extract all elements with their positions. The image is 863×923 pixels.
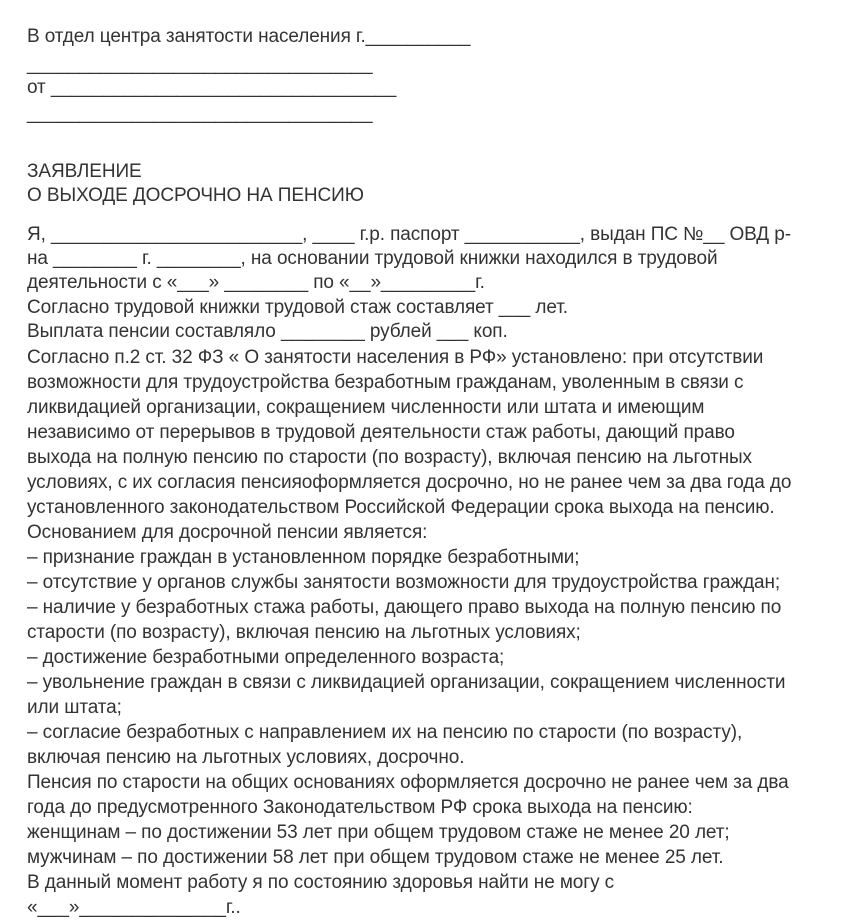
body-line: возможности для трудоустройства безработным гражданам, уволенным в связи с xyxy=(27,372,744,393)
body-line: ликвидацией организации, сокращением численности или штата и имеющим xyxy=(27,397,705,418)
body-line: условиях, с их согласия пенсияоформляется досрочно, но не ранее чем за два года до xyxy=(27,472,792,493)
header-line-3: от _________________________________ xyxy=(27,77,397,98)
body-line: – достижение безработными определенного возраста; xyxy=(27,647,505,668)
body-line: В данный момент работу я по состоянию здоровья найти не могу с xyxy=(27,872,615,893)
body-line: установленного законодательством Российской Федерации срока выхода на пенсию. xyxy=(27,497,775,518)
body-line: Согласно трудовой книжки трудовой стаж составляет ___ лет. xyxy=(27,297,568,318)
body-line: Согласно п.2 ст. 32 ФЗ « О занятости населения в РФ» установлено: при отсутствии xyxy=(27,347,764,368)
body-line: – согласие безработных с направлением их на пенсию по старости (по возрасту), xyxy=(27,722,743,743)
header-line-4: _________________________________ xyxy=(27,103,373,124)
body-line: – увольнение граждан в связи с ликвидацией организации, сокращением численности xyxy=(27,672,786,693)
title-line-2: О ВЫХОДЕ ДОСРОЧНО НА ПЕНСИЮ xyxy=(27,185,364,206)
body-line: на ________ г. ________, на основании трудовой книжки находился в трудовой xyxy=(27,248,718,269)
body-line: Основанием для досрочной пенсии является: xyxy=(27,522,428,543)
body-line: мужчинам – по достижении 58 лет при общем трудовом стаже не менее 25 лет. xyxy=(27,847,724,868)
body-line: – отсутствие у органов службы занятости возможности для трудоустройства граждан; xyxy=(27,572,781,593)
body-line: года до предусмотренного Законодательством РФ срока выхода на пенсию: xyxy=(27,797,693,818)
body-line: – признание граждан в установленном порядке безработными; xyxy=(27,547,580,568)
title-line-1: ЗАЯВЛЕНИЕ xyxy=(27,161,142,182)
body-line: женщинам – по достижении 53 лет при общем трудовом стаже не менее 20 лет; xyxy=(27,822,730,843)
body-line: – наличие у безработных стажа работы, дающего право выхода на полную пенсию по xyxy=(27,597,782,618)
body-line: выхода на полную пенсию по старости (по возрасту), включая пенсию на льготных xyxy=(27,447,752,468)
body-line: или штата; xyxy=(27,697,122,718)
body-line: независимо от перерывов в трудовой деятельности стаж работы, дающий право xyxy=(27,422,735,443)
body-line: включая пенсию на льготных условиях, досрочно. xyxy=(27,747,465,768)
body-line: деятельности с «___» ________ по «__»_________г. xyxy=(27,272,485,293)
body-line: Пенсия по старости на общих основаниях оформляется досрочно не ранее чем за два xyxy=(27,772,789,793)
body-line: «___»______________г.. xyxy=(27,897,241,918)
body-line: Выплата пенсии составляло ________ рублей ___ коп. xyxy=(27,321,508,342)
body-line: Я, ________________________, ____ г.р. паспорт ___________, выдан ПС №__ ОВД р- xyxy=(27,224,791,245)
body-line: старости (по возрасту), включая пенсию на льготных условиях; xyxy=(27,622,581,643)
header-line-1: В отдел центра занятости населения г.__________ xyxy=(27,26,471,47)
header-line-2: _________________________________ xyxy=(27,54,373,75)
